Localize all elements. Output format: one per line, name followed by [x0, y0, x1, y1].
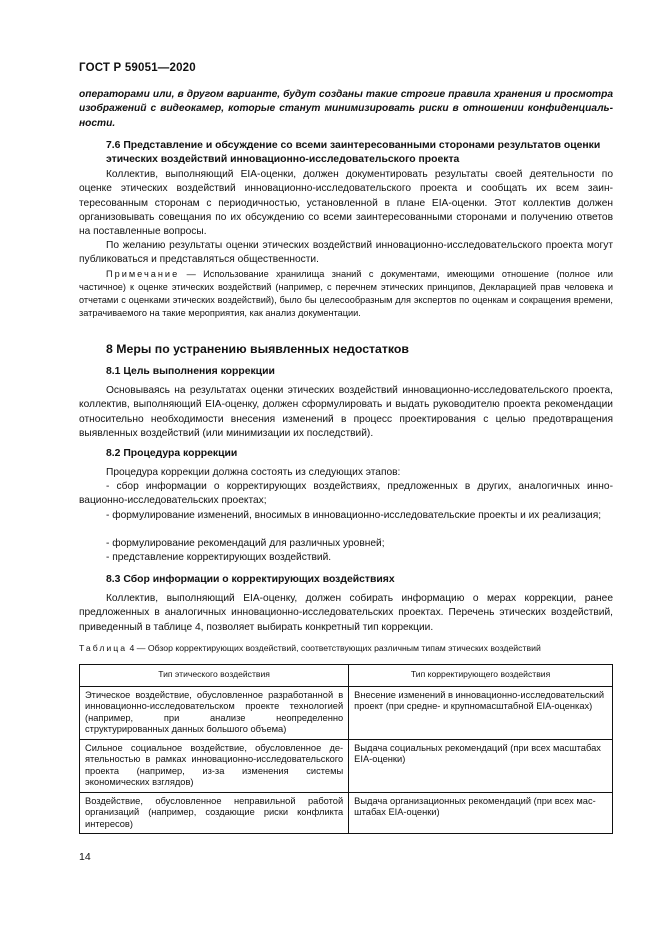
section-8-1-heading: 8.1 Цель выполнения коррекции [106, 366, 275, 377]
table-cell: Выдача социальных рекомендаций (при всех масштабах EIA-оценки) [349, 739, 613, 792]
page-number: 14 [79, 851, 91, 863]
section-8-3-heading: 8.3 Сбор информации о корректирующих воздействиях [106, 574, 395, 585]
section-8-2-intro: Процедура коррекции должна состоять из следующих этапов: [106, 467, 401, 478]
section-8-1-paragraph: Основываясь на результатах оценки этических воздействий инновационно-исследовательского проекта, коллектив, выполняющий EIA-оценку, должен сформулировать и выдать руководителю проекта рекомендации относительно необходимости внесения изменений в процесс проектирования с целью предотвращения выявленных воздействий (или минимизации их последствий). [79, 385, 613, 439]
section-7-6-paragraph-1: Коллектив, выполняющий EIA-оценки, должен документировать результаты своей деятельности по оценке этических воздействий инновационно-исследовательского проекта и сообщать их всем заинтересованным сторонам с периодичностью, установленной в плане EIA-оценки. Этот коллектив должен организовывать совещания по их обсуждению со всеми заинтересованными сторонами и получению ответов на поставленные вопросы. [79, 169, 613, 238]
table-cell: Выдача организационных рекомендаций (при всех масштабах EIA-оценки) [349, 792, 613, 834]
table-caption-label: Таблица [79, 643, 128, 653]
section-8-3-paragraph: Коллектив, выполняющий EIA-оценку, должен собирать информацию о мерах коррекции, ранее предложенных в аналогичных инновационно-исследовательских проектах. Перечень этических воздействий, приведенный в таблице 4, позволяет выбирать конкретный тип коррекции. [79, 593, 613, 633]
section-7-6-heading: 7.6 Представление и обсуждение со всеми заинтересованными сторонами результатов оценки этических воздействий инновационно-исследовательского проекта [106, 140, 601, 166]
table-row [80, 686, 613, 739]
list-item: - формулирование изменений, вносимых в инновационно-исследовательские проекты и их реализация; [106, 510, 602, 521]
table-row [80, 792, 613, 834]
table-header-row [80, 665, 613, 687]
note-paragraph [79, 268, 613, 320]
note-label: Примечание [106, 269, 180, 279]
table-row [80, 739, 613, 792]
table-cell: Воздействие, обусловленное неправильной работой организаций (например, создающие риски конфликта интересов) [80, 792, 349, 834]
corrective-actions-table [79, 664, 613, 834]
table-caption [79, 643, 619, 653]
table-cell: Сильное социальное воздействие, обусловленное деятельностью в рамках инновационно-исследовательского проекта (например, из-за изменения системы экономических взглядов) [80, 739, 349, 792]
list-item: - формулирование рекомендаций для различных уровней; [106, 538, 385, 549]
table-cell: Внесение изменений в инновационно-исследовательский проект (при средне- и крупномасштабной EIA-оценках) [349, 686, 613, 739]
list-item: - сбор информации о корректирующих воздействиях, предложенных в других, аналогичных инновационно-исследовательских проектах; [79, 481, 613, 507]
note-text: — Использование хранилища знаний с документами, имеющими отношение (полное или частичное) к оценке этических воздействий (например, с перечнем этических принципов, Декларацией прав человека и отчетами с оценками этических воздействий), было бы целесообразным для экспертов по оценкам и сокращения времени, затрачиваемого на такие мероприятия, как анализ документации. [79, 269, 613, 318]
document-id: ГОСТ Р 59051—2020 [79, 62, 196, 74]
table-header-cell: Тип корректирующего воздействия [349, 665, 613, 687]
section-8-2-heading: 8.2 Процедура коррекции [106, 448, 238, 459]
list-item: - представление корректирующих воздействий. [106, 552, 332, 563]
section-8-heading: 8 Меры по устранению выявленных недостатков [106, 342, 409, 356]
table-cell: Этическое воздействие, обусловленное разработанной в инновационно-исследовательском проекте технологией (например, при анализе неопределенно структурированных данных большого объема) [80, 686, 349, 739]
section-7-6-paragraph-2: По желанию результаты оценки этических воздействий инновационно-исследовательского проекта могут публиковаться и представляться общественности. [79, 240, 613, 266]
intro-paragraph: операторами или, в другом варианте, будут созданы такие строгие правила хранения и просмотра изображений с видеокамер, которые станут минимизировать риски в отношении конфиденциальности. [79, 89, 613, 129]
table-caption-text: 4 — Обзор корректирующих воздействий, соответствующих различным типам этических воздействий [127, 643, 541, 653]
table-header-cell: Тип этического воздействия [80, 665, 349, 687]
